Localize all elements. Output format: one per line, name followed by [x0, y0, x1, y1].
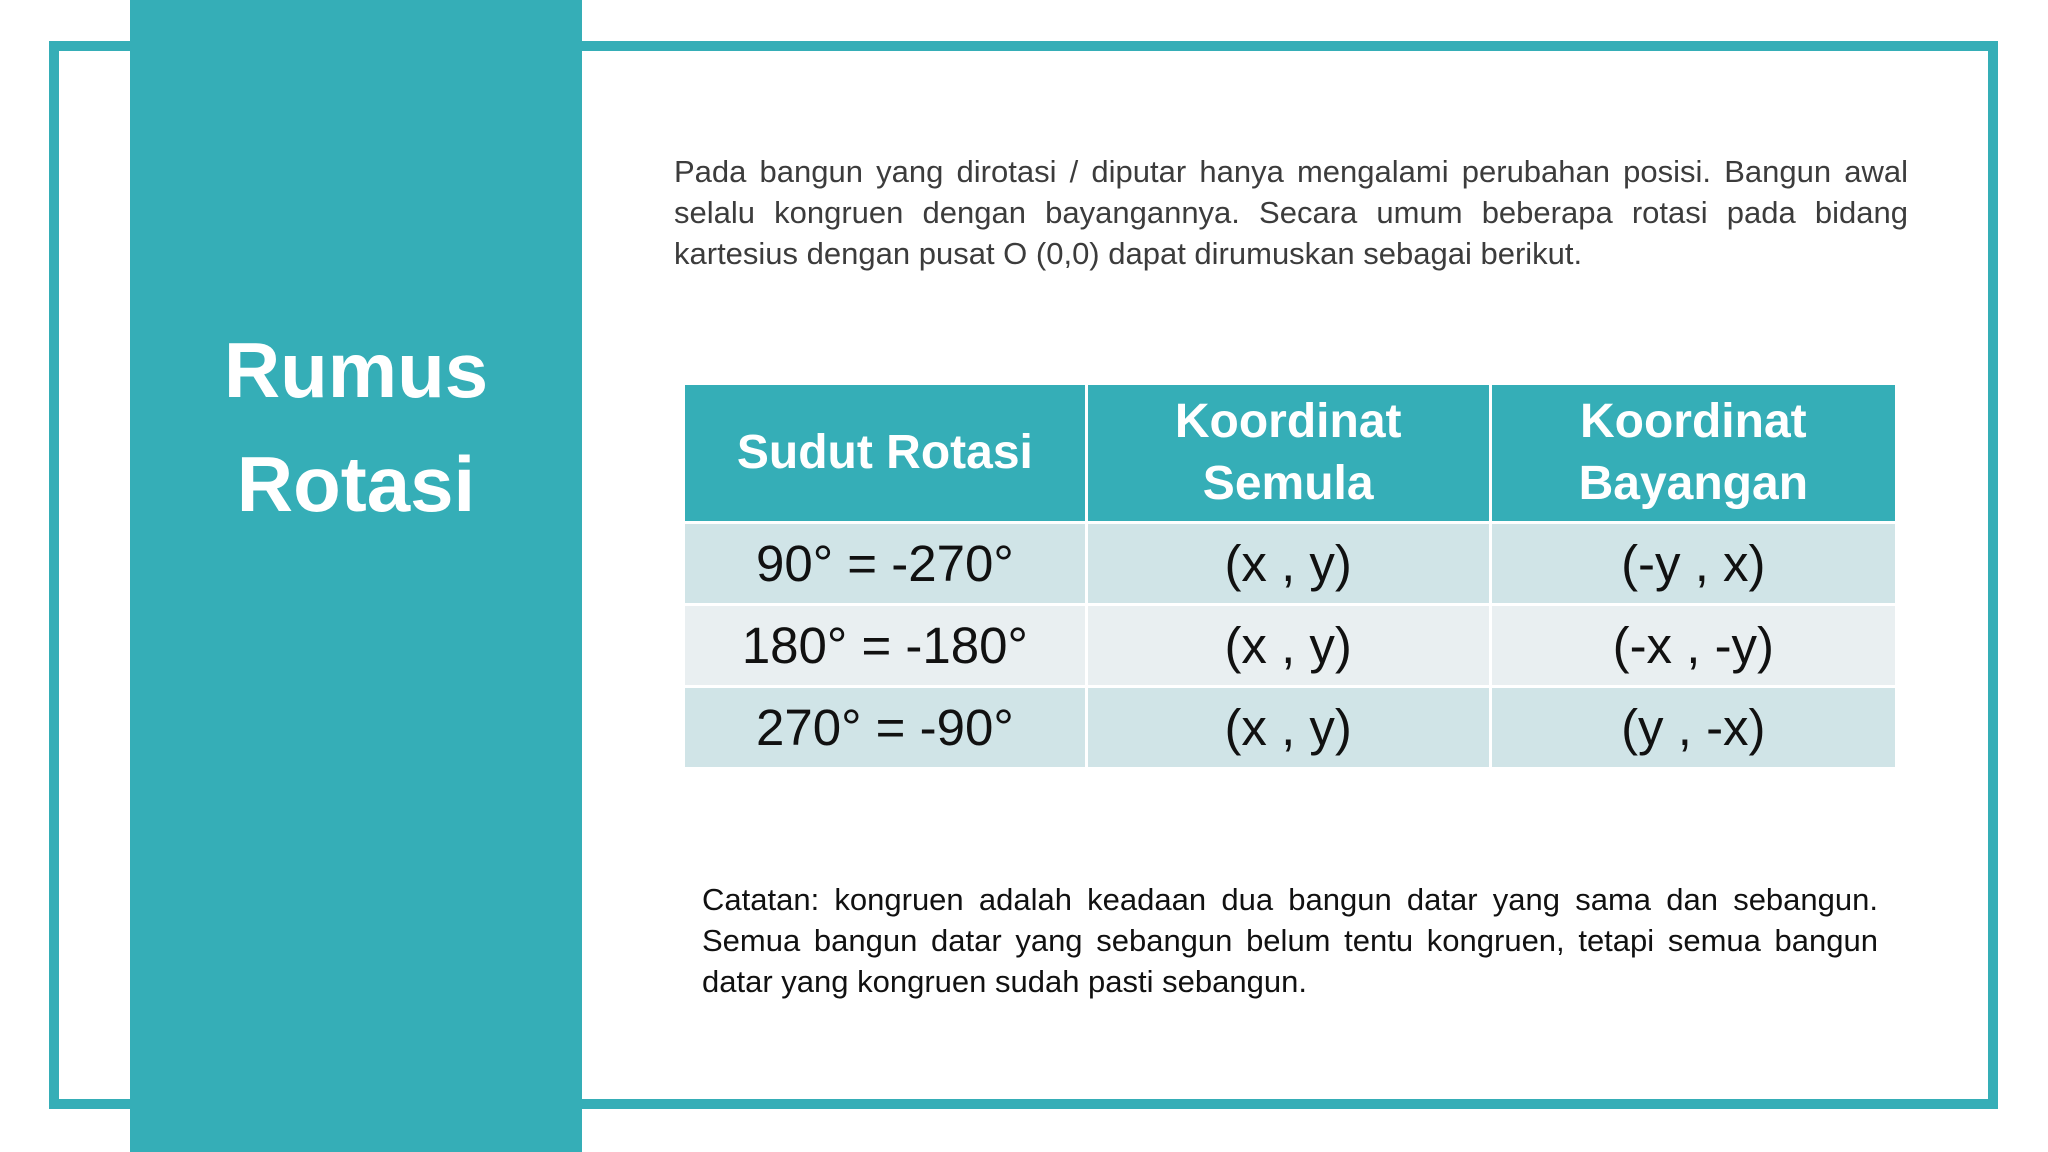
cell-angle: 180° = -180°: [685, 606, 1085, 685]
table-row: [685, 688, 1895, 767]
title-line-1: Rumus: [223, 326, 489, 414]
header-label: Koordinat: [1580, 395, 1807, 448]
table-row: [685, 524, 1895, 603]
cell-image: (-y , x): [1492, 524, 1895, 603]
header-label: Koordinat: [1174, 395, 1402, 448]
cell-original: (x , y): [1088, 606, 1489, 685]
table-row: [685, 606, 1895, 685]
table-header-row: [685, 385, 1895, 521]
header-sudut-rotasi: [685, 385, 1085, 521]
cell-original: (x , y): [1088, 524, 1489, 603]
note-paragraph: Catatan: kongruen adalah keadaan dua bangun datar yang sama dan sebangun. Semua bangun datar yang sebangun belum tentu kongruen, tetapi semua bangun datar yang kongruen sudah pasti sebangun.: [702, 882, 1878, 999]
header-koordinat-semula: [1088, 385, 1489, 521]
intro-paragraph: Pada bangun yang dirotasi / diputar hanya mengalami perubahan posisi. Bangun awal selalu kongruen dengan bayangannya. Secara umum beberapa rotasi pada bidang kartesius dengan pusat O (0,0) dapat dirumuskan sebagai berikut.: [674, 154, 1908, 271]
header-label: Semula: [1202, 457, 1374, 510]
rotation-table: [682, 382, 1898, 770]
title-panel: [130, 0, 582, 1152]
header-label: Sudut Rotasi: [736, 426, 1033, 479]
page-title: [130, 313, 582, 541]
title-line-2: Rotasi: [236, 440, 476, 528]
cell-image: (y , -x): [1492, 688, 1895, 767]
cell-image: (-x , -y): [1492, 606, 1895, 685]
cell-angle: 90° = -270°: [685, 524, 1085, 603]
cell-original: (x , y): [1088, 688, 1489, 767]
header-label: Bayangan: [1578, 457, 1809, 510]
cell-angle: 270° = -90°: [685, 688, 1085, 767]
header-koordinat-bayangan: [1492, 385, 1895, 521]
